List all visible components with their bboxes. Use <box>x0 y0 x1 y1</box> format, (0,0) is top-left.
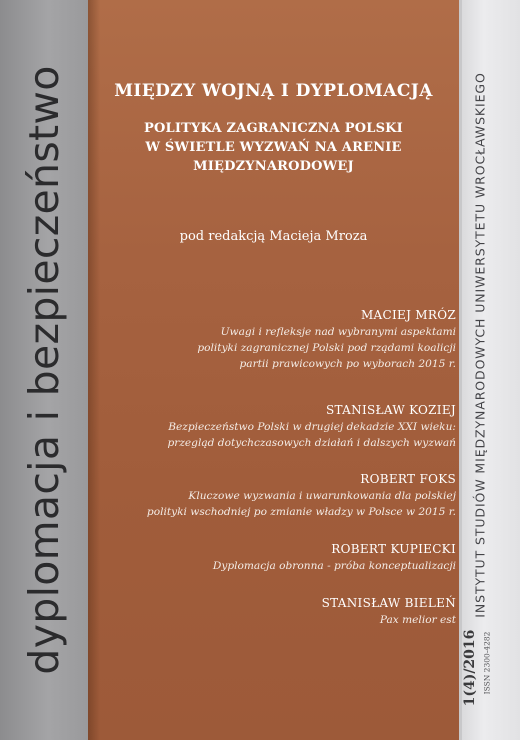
article-entry <box>96 541 456 595</box>
article-title-line: polityki zagranicznej Polski pod rządami koalicji <box>197 342 456 354</box>
article-entry <box>96 402 456 471</box>
article-title-line: Uwagi i refleksje nad wybranymi aspektami <box>220 326 456 338</box>
article-author: ROBERT KUPIECKI <box>331 542 456 556</box>
book-title: MIĘDZY WOJNĄ I DYPLOMACJĄ <box>114 81 433 101</box>
subtitle-line: MIĘDZYNARODOWEJ <box>193 159 354 174</box>
journal-title-vertical <box>0 0 88 740</box>
issue-number: 1(4)/2016 <box>462 629 478 707</box>
subtitle-line: W ŚWIETLE WYZWAŃ NA ARENIE <box>145 140 402 155</box>
article-author: STANISŁAW BIELEŃ <box>321 596 456 610</box>
article-title-line: polityki wschodniej po zmianie władzy w Polsce w 2015 r. <box>146 506 456 518</box>
article-title-line: Kluczowe wyzwania i uwarunkowania dla polskiej <box>188 490 456 502</box>
article-title-line: partii prawicowych po wyborach 2015 r. <box>239 358 456 370</box>
article-entry <box>96 307 456 402</box>
article-author: STANISŁAW KOZIEJ <box>326 403 456 417</box>
journal-title: dyplomacja i bezpieczeństwo <box>20 65 68 675</box>
article-author: ROBERT FOKS <box>360 472 456 486</box>
book-subtitle <box>100 119 447 176</box>
editor-credit: pod redakcją Macieja Mroza <box>179 229 368 244</box>
contents-list <box>96 307 456 628</box>
article-title-line: Pax melior est <box>379 614 456 626</box>
article-author: MACIEJ MRÓZ <box>360 308 456 322</box>
issn: ISSN 2300-4282 <box>482 631 492 695</box>
article-entry <box>96 595 456 628</box>
article-entry <box>96 471 456 541</box>
article-title-line: Bezpieczeństwo Polski w drugiej dekadzie XXI wieku: <box>168 421 456 433</box>
subtitle-line: POLITYKA ZAGRANICZNA POLSKI <box>144 121 403 136</box>
article-title-line: przegląd dotychczasowych działań i dalszych wyzwań <box>167 437 456 449</box>
article-title-line: Dyplomacja obronna - próba konceptualizacji <box>212 560 456 572</box>
institute-name: INSTYTUT STUDIÓW MIĘDZYNARODOWYCH UNIWERSYTETU WROCŁAWSKIEGO <box>472 72 488 618</box>
